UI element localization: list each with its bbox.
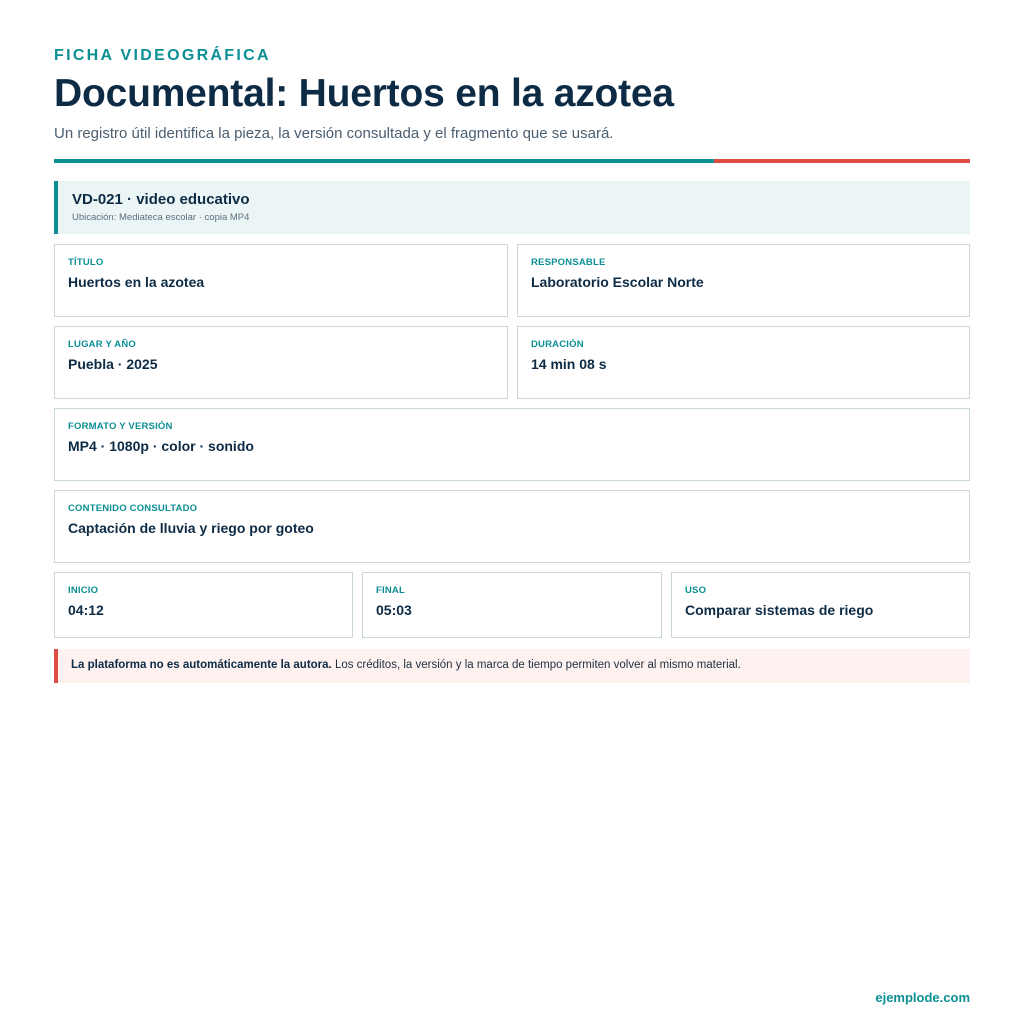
field-label: FORMATO Y VERSIÓN	[68, 421, 173, 432]
field-label: USO	[685, 585, 707, 596]
field-label: LUGAR Y AÑO	[68, 339, 137, 350]
field-value: 04:12	[68, 602, 104, 618]
field-value: Puebla · 2025	[68, 356, 158, 372]
note-text: Los créditos, la versión y la marca de tiempo permiten volver al mismo material.	[331, 659, 741, 671]
field-duration	[517, 326, 970, 399]
page-subtitle: Un registro útil identifica la pieza, la versión consultada y el fragmento que se usará.	[54, 125, 614, 142]
field-value: MP4 · 1080p · color · sonido	[68, 438, 254, 454]
field-format-version	[54, 408, 970, 481]
divider-red-segment	[714, 159, 970, 163]
field-label: DURACIÓN	[531, 339, 584, 350]
document-kicker: FICHA VIDEOGRÁFICA	[54, 47, 271, 64]
record-id-banner	[54, 181, 970, 234]
divider-teal-segment	[54, 159, 714, 163]
page-title: Documental: Huertos en la azotea	[54, 72, 674, 115]
field-label: INICIO	[68, 585, 99, 596]
note-emphasis: La plataforma no es automáticamente la autora.	[71, 659, 332, 671]
field-label: FINAL	[376, 585, 405, 596]
field-place-year	[54, 326, 508, 399]
field-value: 14 min 08 s	[531, 356, 607, 372]
field-value: Huertos en la azotea	[68, 274, 205, 290]
attribution-note	[54, 649, 970, 683]
header-divider	[54, 159, 970, 163]
field-value: Captación de lluvia y riego por goteo	[68, 520, 314, 536]
field-responsible	[517, 244, 970, 317]
field-start-time	[54, 572, 353, 638]
field-value: Laboratorio Escolar Norte	[531, 274, 704, 290]
field-value: 05:03	[376, 602, 412, 618]
field-title	[54, 244, 508, 317]
record-location: Ubicación: Mediateca escolar · copia MP4	[72, 212, 250, 223]
field-label: RESPONSABLE	[531, 257, 606, 268]
field-use	[671, 572, 970, 638]
field-label: TÍTULO	[68, 257, 104, 268]
field-content-consulted	[54, 490, 970, 563]
record-code: VD-021 · video educativo	[72, 191, 250, 208]
site-brand: ejemplode.com	[875, 990, 970, 1005]
field-value: Comparar sistemas de riego	[685, 602, 874, 618]
field-label: CONTENIDO CONSULTADO	[68, 503, 198, 514]
field-end-time	[362, 572, 662, 638]
